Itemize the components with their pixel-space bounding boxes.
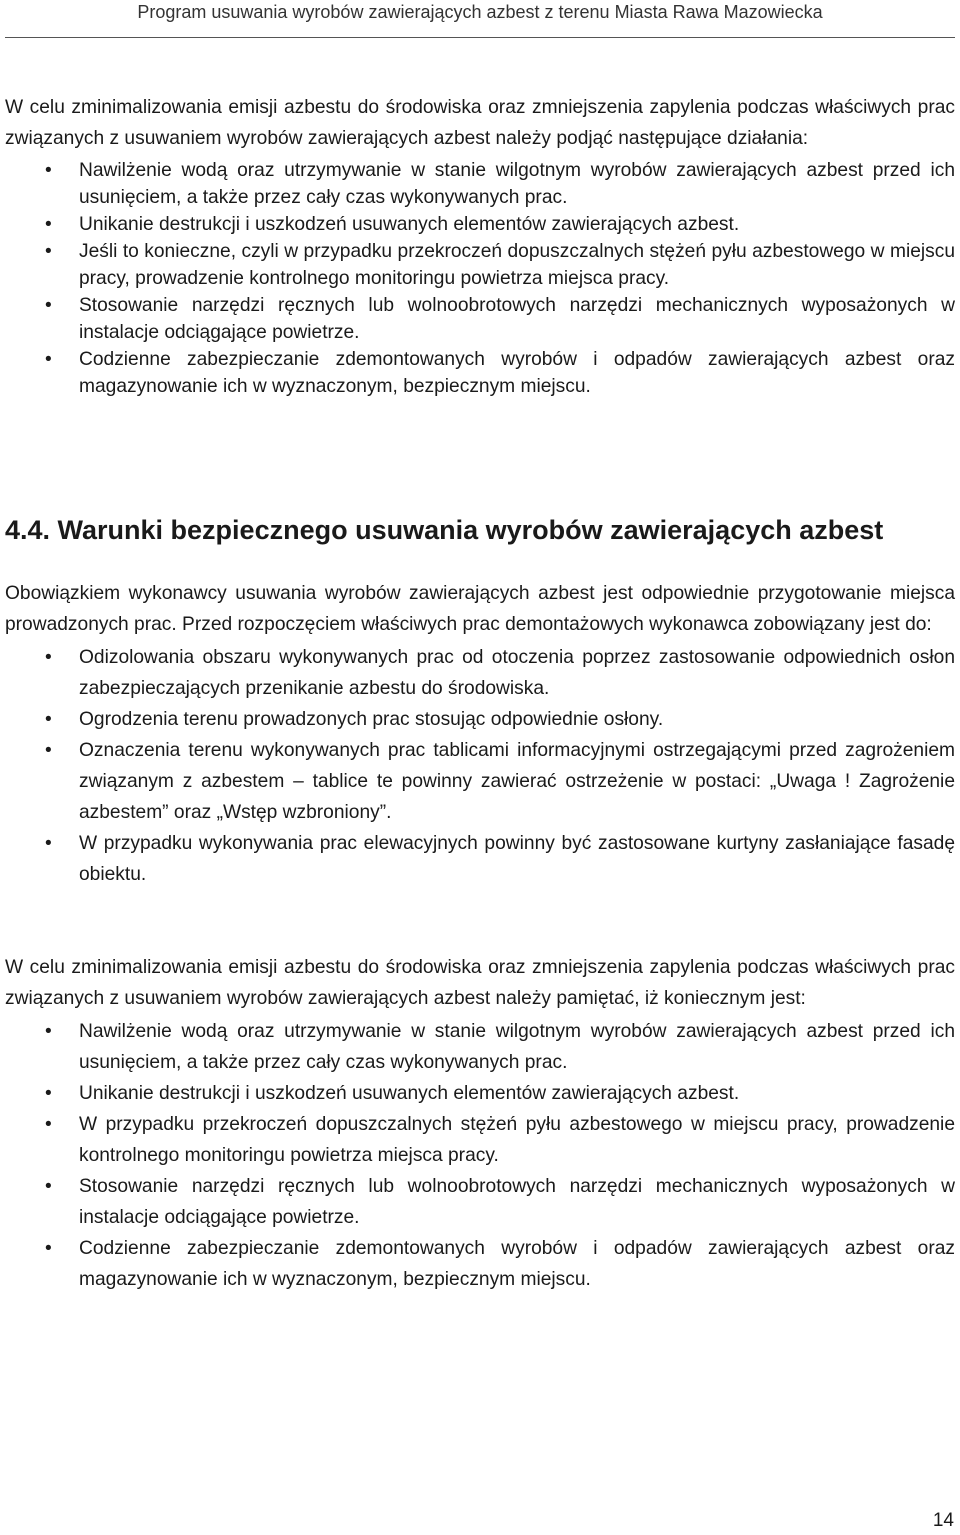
list-item: • Codzienne zabezpieczanie zdemontowanych wyrobów i odpadów zawierających azbest oraz magazynowanie ich w wyznaczonym, bezpiecznym miejscu. [5, 346, 955, 400]
section-3-intro: W celu zminimalizowania emisji azbestu do środowiska oraz zmniejszenia zapylenia podczas właściwych prac związanych z usuwaniem wyrobów zawierających azbest należy pamiętać, iż koniecznym jest: [5, 957, 955, 1009]
list-item: • Nawilżenie wodą oraz utrzymywanie w stanie wilgotnym wyrobów zawierających azbest przed ich usunięciem, a także przez cały czas wykonywanych prac. [5, 1016, 955, 1078]
running-header [0, 0, 960, 23]
section-2 [5, 579, 955, 890]
list-item: • Unikanie destrukcji i uszkodzeń usuwanych elementów zawierających azbest. [5, 211, 955, 238]
list-item: • Jeśli to konieczne, czyli w przypadku przekroczeń dopuszczalnych stężeń pyłu azbestowego w miejscu pracy, prowadzenie kontrolnego monitoringu powietrza miejsca pracy. [5, 238, 955, 292]
list-item: • Stosowanie narzędzi ręcznych lub wolnoobrotowych narzędzi mechanicznych wyposażonych w instalacje odciągające powietrze. [5, 1171, 955, 1233]
bullet-icon: • [45, 647, 52, 668]
page-number: 14 [932, 1510, 954, 1531]
section-2-list [5, 642, 955, 890]
bullet-icon: • [45, 833, 52, 854]
list-item: • Odizolowania obszaru wykonywanych prac od otoczenia poprzez zastosowanie odpowiednich osłon zabezpieczających przenikanie azbestu do środowiska. [5, 642, 955, 704]
bullet-icon: • [45, 349, 52, 370]
section-1-list [5, 157, 955, 400]
list-item: • Nawilżenie wodą oraz utrzymywanie w stanie wilgotnym wyrobów zawierających azbest przed ich usunięciem, a także przez cały czas wykonywanych prac. [5, 157, 955, 211]
list-item: • Ogrodzenia terenu prowadzonych prac stosując odpowiednie osłony. [5, 704, 955, 735]
bullet-icon: • [45, 1021, 52, 1042]
bullet-icon: • [45, 740, 52, 761]
bullet-icon: • [45, 214, 52, 235]
list-item: • W przypadku przekroczeń dopuszczalnych stężeń pyłu azbestowego w miejscu pracy, prowadzenie kontrolnego monitoringu powietrza miejsca pracy. [5, 1109, 955, 1171]
list-item: • W przypadku wykonywania prac elewacyjnych powinny być zastosowane kurtyny zasłaniające fasadę obiektu. [5, 828, 955, 890]
section-1 [5, 93, 955, 400]
bullet-icon: • [45, 1238, 52, 1259]
bullet-icon: • [45, 1176, 52, 1197]
list-item: • Stosowanie narzędzi ręcznych lub wolnoobrotowych narzędzi mechanicznych wyposażonych w instalacje odciągające powietrze. [5, 292, 955, 346]
bullet-icon: • [45, 709, 52, 730]
section-2-intro: Obowiązkiem wykonawcy usuwania wyrobów zawierających azbest jest odpowiednie przygotowanie miejsca prowadzonych prac. Przed rozpoczęciem właściwych prac demontażowych wykonawca zobowiązany jest do: [5, 583, 955, 635]
list-item: • Codzienne zabezpieczanie zdemontowanych wyrobów i odpadów zawierających azbest oraz magazynowanie ich w wyznaczonym, bezpiecznym miejscu. [5, 1233, 955, 1295]
bullet-icon: • [45, 1083, 52, 1104]
section-heading: 4.4. Warunki bezpiecznego usuwania wyrobów zawierających azbest [5, 515, 884, 545]
header-rule [5, 37, 955, 38]
bullet-icon: • [45, 295, 52, 316]
list-item: • Unikanie destrukcji i uszkodzeń usuwanych elementów zawierających azbest. [5, 1078, 955, 1109]
header-title: Program usuwania wyrobów zawierających azbest z terenu Miasta Rawa Mazowiecka [137, 2, 823, 22]
bullet-icon: • [45, 160, 52, 181]
bullet-icon: • [45, 241, 52, 262]
section-1-intro: W celu zminimalizowania emisji azbestu do środowiska oraz zmniejszenia zapylenia podczas właściwych prac związanych z usuwaniem wyrobów zawierających azbest należy podjąć następujące działania: [5, 97, 955, 149]
list-item: • Oznaczenia terenu wykonywanych prac tablicami informacyjnymi ostrzegającymi przed zagrożeniem związanym z azbestem – tablice te powinny zawierać ostrzeżenie w postaci: „Uwaga ! Zagrożenie azbestem” oraz „Wstęp wzbroniony”. [5, 735, 955, 828]
bullet-icon: • [45, 1114, 52, 1135]
section-3-list [5, 1016, 955, 1295]
section-3 [5, 953, 955, 1295]
